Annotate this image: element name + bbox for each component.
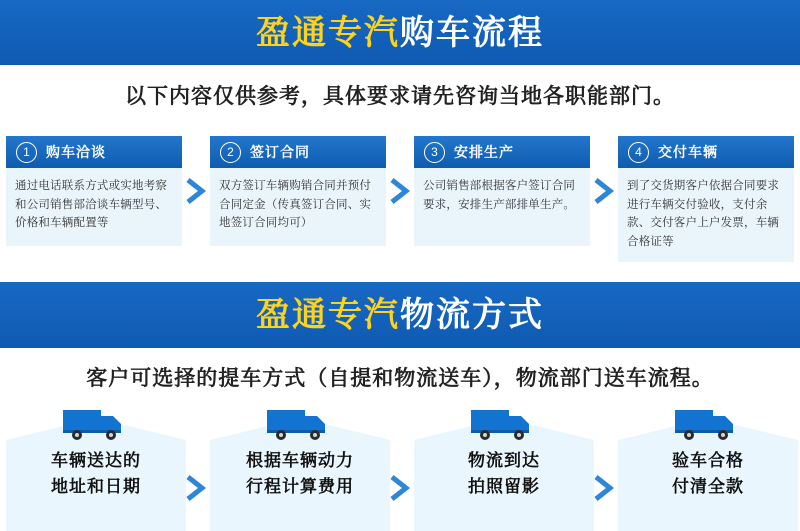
logistics-card-2 <box>210 404 386 531</box>
section-caption-logistics: 客户可选择的提车方式（自提和物流送车），物流部门送车流程。 <box>86 367 714 390</box>
step-card-2 <box>210 136 386 246</box>
step-card-2-header <box>210 136 386 168</box>
purchase-steps-row <box>6 136 794 256</box>
step-card-3-label: 安排生产 <box>454 144 514 160</box>
section-header-purchase <box>0 0 800 65</box>
logistics-card-3-line2: 拍照留影 <box>468 476 540 496</box>
step-card-4-header <box>618 136 794 168</box>
truck-icon <box>265 404 331 442</box>
section-header-logistics <box>0 282 800 348</box>
logistics-card-4-line1: 验车合格 <box>672 451 744 470</box>
step-number-icon: 2 <box>220 142 241 163</box>
truck-icon <box>673 404 739 442</box>
step-number-icon: 3 <box>424 142 445 163</box>
logistics-card-3-line1: 物流到达 <box>468 451 540 470</box>
logistics-card-1 <box>6 404 182 531</box>
logistics-card-2-text <box>210 448 390 499</box>
step-card-1 <box>6 136 182 246</box>
chevron-right-icon <box>590 404 618 531</box>
chevron-right-icon <box>590 136 618 246</box>
logistics-card-4-text <box>618 448 798 499</box>
step-card-2-body: 双方签订车辆购销合同并预付合同定金（传真签订合同、实地签订合同均可） <box>210 168 386 246</box>
logistics-card-1-text <box>6 448 186 499</box>
step-card-3 <box>414 136 590 246</box>
section-title-brand: 盈通专汽 <box>256 13 400 52</box>
step-card-4 <box>618 136 794 262</box>
step-card-1-body: 通过电话联系方式或实地考察和公司销售部洽谈车辆型号、价格和车辆配置等 <box>6 168 182 246</box>
step-card-4-label: 交付车辆 <box>658 144 718 160</box>
truck-icon <box>61 404 127 442</box>
section-caption-purchase: 以下内容仅供参考，具体要求请先咨询当地各职能部门。 <box>125 85 675 108</box>
logistics-card-1-line1: 车辆送达的 <box>51 451 141 470</box>
section-title-rest: 物流方式 <box>400 296 544 334</box>
logistics-card-3 <box>414 404 590 531</box>
step-card-3-body: 公司销售部根据客户签订合同要求，安排生产部排单生产。 <box>414 168 590 246</box>
step-card-2-label: 签订合同 <box>250 144 310 160</box>
logistics-card-3-text <box>414 448 594 499</box>
section-title-purchase <box>256 13 544 52</box>
logistics-card-4 <box>618 404 794 531</box>
step-card-1-label: 购车洽谈 <box>46 144 106 160</box>
step-card-3-header <box>414 136 590 168</box>
step-card-1-header <box>6 136 182 168</box>
section-title-rest: 购车流程 <box>400 13 544 52</box>
chevron-right-icon <box>182 136 210 246</box>
chevron-right-icon <box>386 404 414 531</box>
section-title-logistics <box>256 298 544 332</box>
section-title-brand: 盈通专汽 <box>256 296 400 334</box>
chevron-right-icon <box>386 136 414 246</box>
step-card-4-body: 到了交货期客户依据合同要求进行车辆交付验收，支付余款、交付客户上户发票，车辆合格证等 <box>618 168 794 262</box>
logistics-card-2-line1: 根据车辆动力 <box>246 451 354 470</box>
logistics-card-4-line2: 付清全款 <box>672 476 744 496</box>
logistics-card-2-line2: 行程计算费用 <box>246 476 354 496</box>
logistics-steps-row <box>6 404 794 531</box>
logistics-card-1-line2: 地址和日期 <box>51 476 141 496</box>
chevron-right-icon <box>182 404 210 531</box>
step-number-icon: 1 <box>16 142 37 163</box>
step-number-icon: 4 <box>628 142 649 163</box>
truck-icon <box>469 404 535 442</box>
